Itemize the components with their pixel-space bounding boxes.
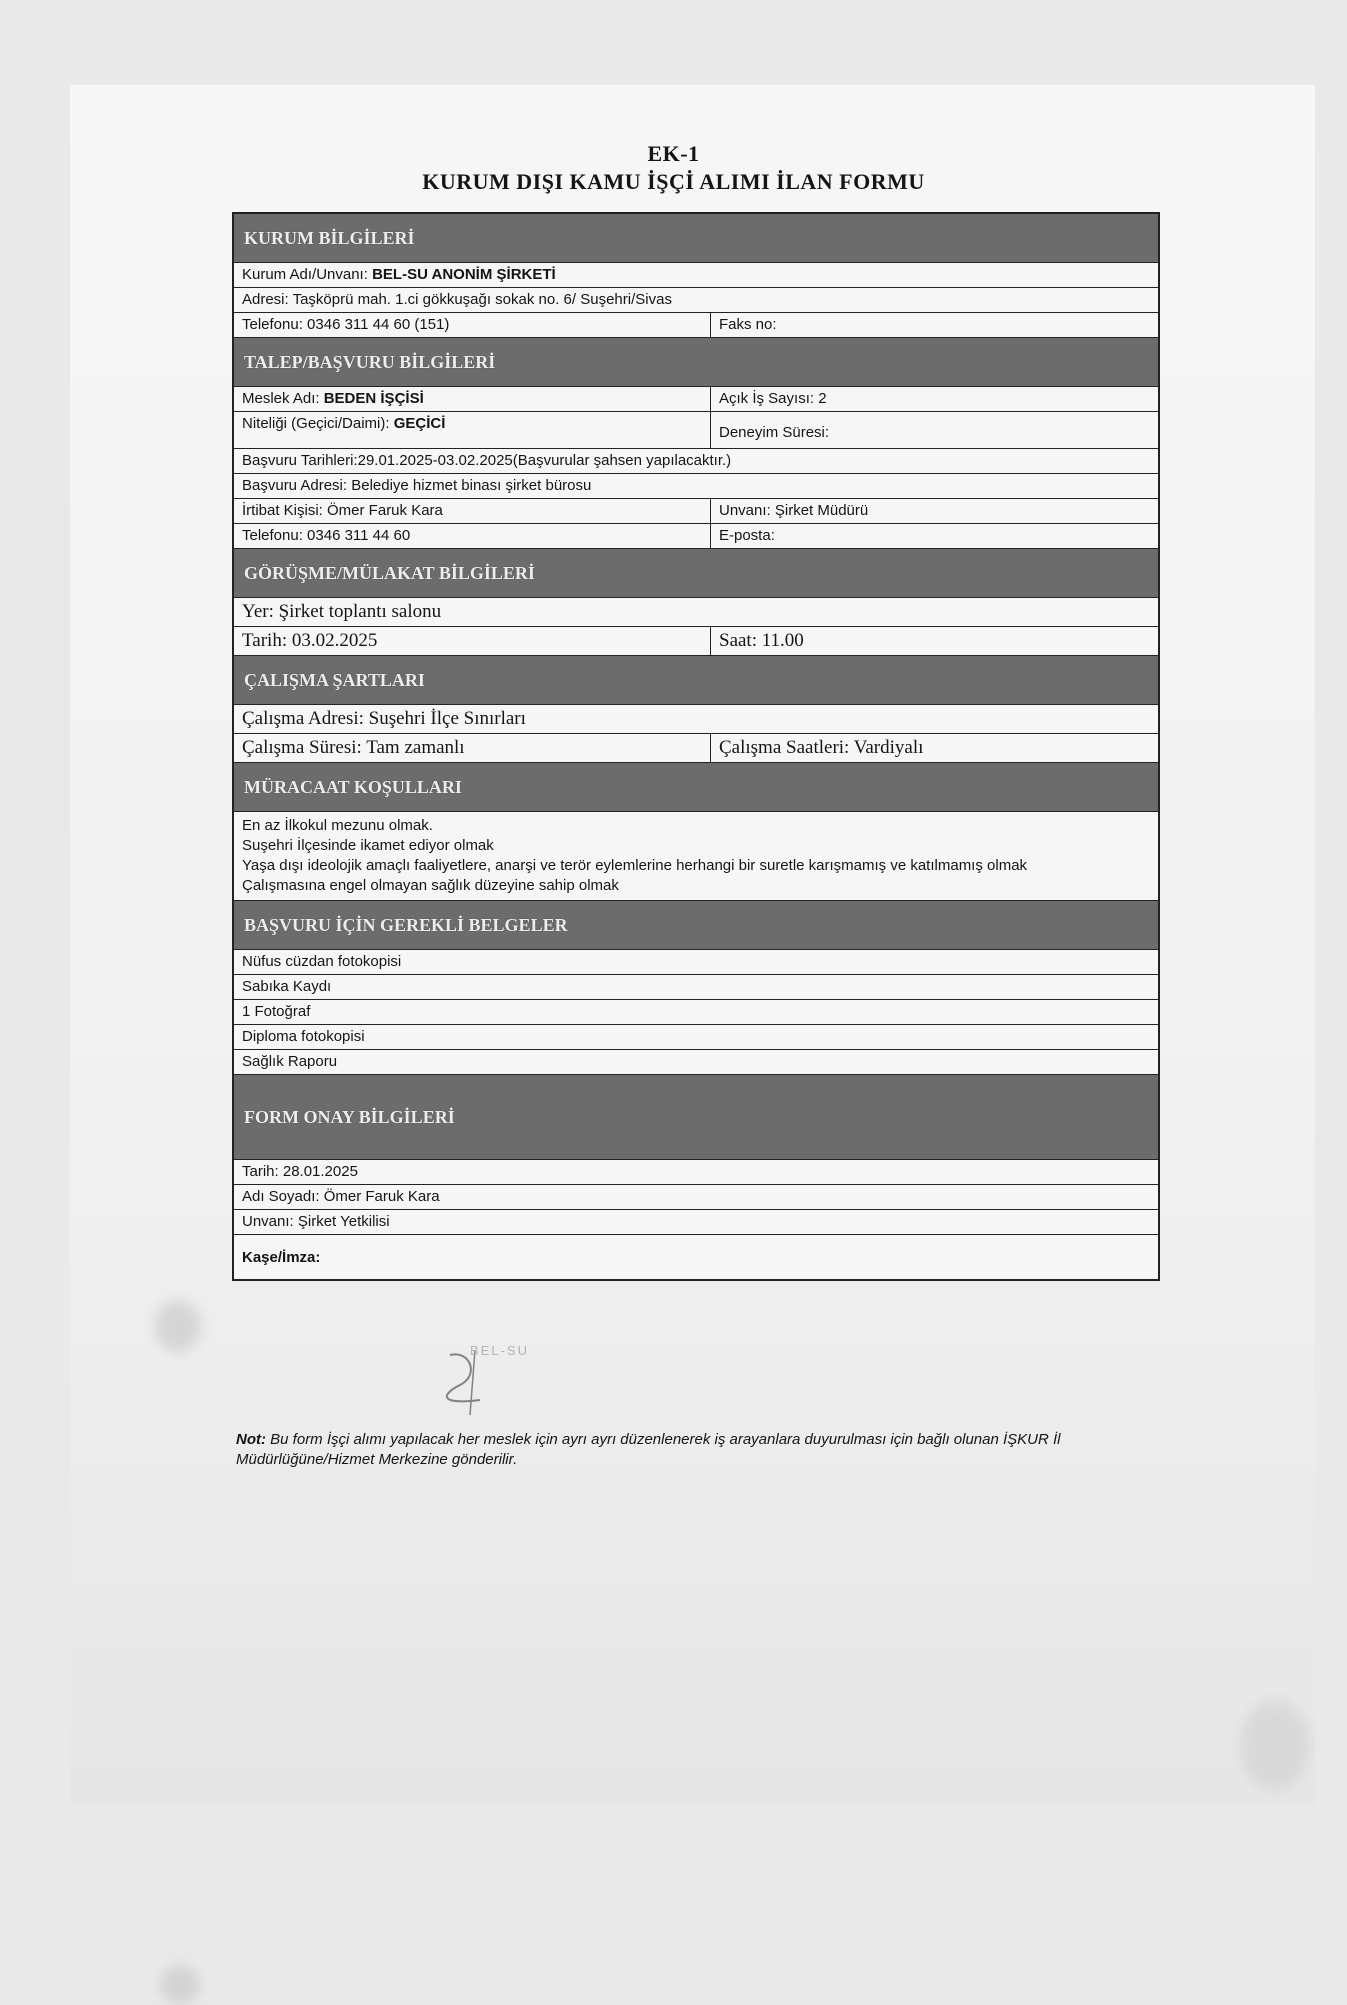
talep-profession-row: [234, 387, 1158, 412]
section-kurum-header: KURUM BİLGİLERİ: [234, 214, 1158, 263]
interview-time: Saat: 11.00: [719, 630, 804, 651]
signature-row: [234, 1235, 1158, 1279]
kurum-name-label: Kurum Adı/Unvanı:: [242, 266, 368, 283]
interview-place-row: [234, 598, 1158, 627]
conditions-list: [234, 812, 1158, 901]
work-duration-row: [234, 734, 1158, 763]
document-row: [234, 975, 1158, 1000]
application-address: Başvuru Adresi: Belediye hizmet binası şirket bürosu: [242, 477, 592, 494]
list-item: Sağlık Raporu: [242, 1053, 338, 1070]
note-text: Bu form İşçi alımı yapılacak her meslek için ayrı ayrı düzenlenerek iş arayanlara duyurulması için bağlı olunan İŞKUR İl Müdürlüğüne/Hizmet Merkezine gönderilir.: [236, 1431, 1061, 1468]
section-muracaat-header: MÜRACAAT KOŞULLARI: [234, 763, 1158, 812]
approval-name: Adı Soyadı: Ömer Faruk Kara: [242, 1188, 440, 1205]
section-belgeler-header: BAŞVURU İÇİN GEREKLİ BELGELER: [234, 901, 1158, 950]
contact-row: [234, 499, 1158, 524]
kurum-phone-row: [234, 313, 1158, 338]
document-header: [0, 140, 1347, 196]
work-hours: Çalışma Saatleri: Vardiyalı: [719, 737, 924, 758]
open-jobs: Açık İş Sayısı: 2: [719, 390, 827, 407]
document-row: [234, 1000, 1158, 1025]
approval-name-row: [234, 1185, 1158, 1210]
application-address-row: [234, 474, 1158, 499]
experience: Deneyim Süresi:: [719, 424, 830, 441]
list-item: Çalışmasına engel olmayan sağlık düzeyine sahip olmak: [242, 877, 619, 894]
list-item: Yaşa dışı ideolojik amaçlı faaliyetlere, anarşi ve terör eylemlerine herhangi bir suretle karışmamış ve katılmamış olmak: [242, 857, 1028, 874]
kurum-address-row: [234, 288, 1158, 313]
scan-smudge: [155, 1300, 201, 1352]
interview-date: Tarih: 03.02.2025: [234, 627, 711, 655]
profession-value: BEDEN İŞÇİSİ: [323, 390, 424, 407]
interview-place: Yer: Şirket toplantı salonu: [242, 601, 442, 622]
approval-date: Tarih: 28.01.2025: [242, 1163, 358, 1180]
section-onay-header: FORM ONAY BİLGİLERİ: [234, 1075, 1158, 1160]
kurum-address: Adresi: Taşköprü mah. 1.ci gökkuşağı sokak no. 6/ Suşehri/Sivas: [242, 291, 672, 308]
work-address-row: [234, 705, 1158, 734]
footer-note: [236, 1430, 1176, 1470]
document-code: EK-1: [647, 141, 700, 166]
contact-email: E-posta:: [719, 527, 775, 544]
profession-label: Meslek Adı:: [242, 390, 320, 407]
scan-smudge: [1240, 1700, 1310, 1790]
list-item: Nüfus cüzdan fotokopisi: [242, 953, 402, 970]
document-row: [234, 950, 1158, 975]
work-address: Çalışma Adresi: Suşehri İlçe Sınırları: [242, 708, 526, 729]
list-item: En az İlkokul mezunu olmak.: [242, 817, 433, 834]
approval-title: Unvanı: Şirket Yetkilisi: [242, 1213, 390, 1230]
talep-nature-row: [234, 412, 1158, 449]
nature-label: Niteliği (Geçici/Daimi):: [242, 415, 390, 432]
kurum-name-row: [234, 263, 1158, 288]
document-row: [234, 1025, 1158, 1050]
company-stamp: [360, 1345, 660, 1415]
signature-label: Kaşe/İmza:: [242, 1249, 321, 1266]
application-dates: Başvuru Tarihleri:29.01.2025-03.02.2025(Başvurular şahsen yapılacaktır.): [242, 452, 732, 469]
list-item: Diploma fotokopisi: [242, 1028, 365, 1045]
interview-date-row: [234, 627, 1158, 656]
section-talep-header: TALEP/BAŞVURU BİLGİLERİ: [234, 338, 1158, 387]
contact-phone-row: [234, 524, 1158, 549]
contact-title: Unvanı: Şirket Müdürü: [719, 502, 869, 519]
section-calisma-header: ÇALIŞMA ŞARTLARI: [234, 656, 1158, 705]
application-dates-row: [234, 449, 1158, 474]
approval-date-row: [234, 1160, 1158, 1185]
kurum-fax: Faks no:: [719, 316, 777, 333]
nature-value: GEÇİCİ: [393, 415, 446, 432]
kurum-name-value: BEL-SU ANONİM ŞİRKETİ: [372, 266, 556, 283]
kurum-phone: Telefonu: 0346 311 44 60 (151): [234, 313, 711, 337]
note-label: Not:: [236, 1431, 266, 1448]
approval-title-row: [234, 1210, 1158, 1235]
section-gorusme-header: GÖRÜŞME/MÜLAKAT BİLGİLERİ: [234, 549, 1158, 598]
contact-phone: Telefonu: 0346 311 44 60: [234, 524, 711, 548]
document-row: [234, 1050, 1158, 1075]
document-title: KURUM DIŞI KAMU İŞÇİ ALIMI İLAN FORMU: [422, 169, 925, 194]
job-posting-form: [232, 212, 1160, 1281]
list-item: Sabıka Kaydı: [242, 978, 332, 995]
list-item: 1 Fotoğraf: [242, 1003, 311, 1020]
work-duration: Çalışma Süresi: Tam zamanlı: [234, 734, 711, 762]
stamp-text: BEL-SU: [470, 1343, 529, 1358]
list-item: Suşehri İlçesinde ikamet ediyor olmak: [242, 837, 494, 854]
contact-person: İrtibat Kişisi: Ömer Faruk Kara: [234, 499, 711, 523]
